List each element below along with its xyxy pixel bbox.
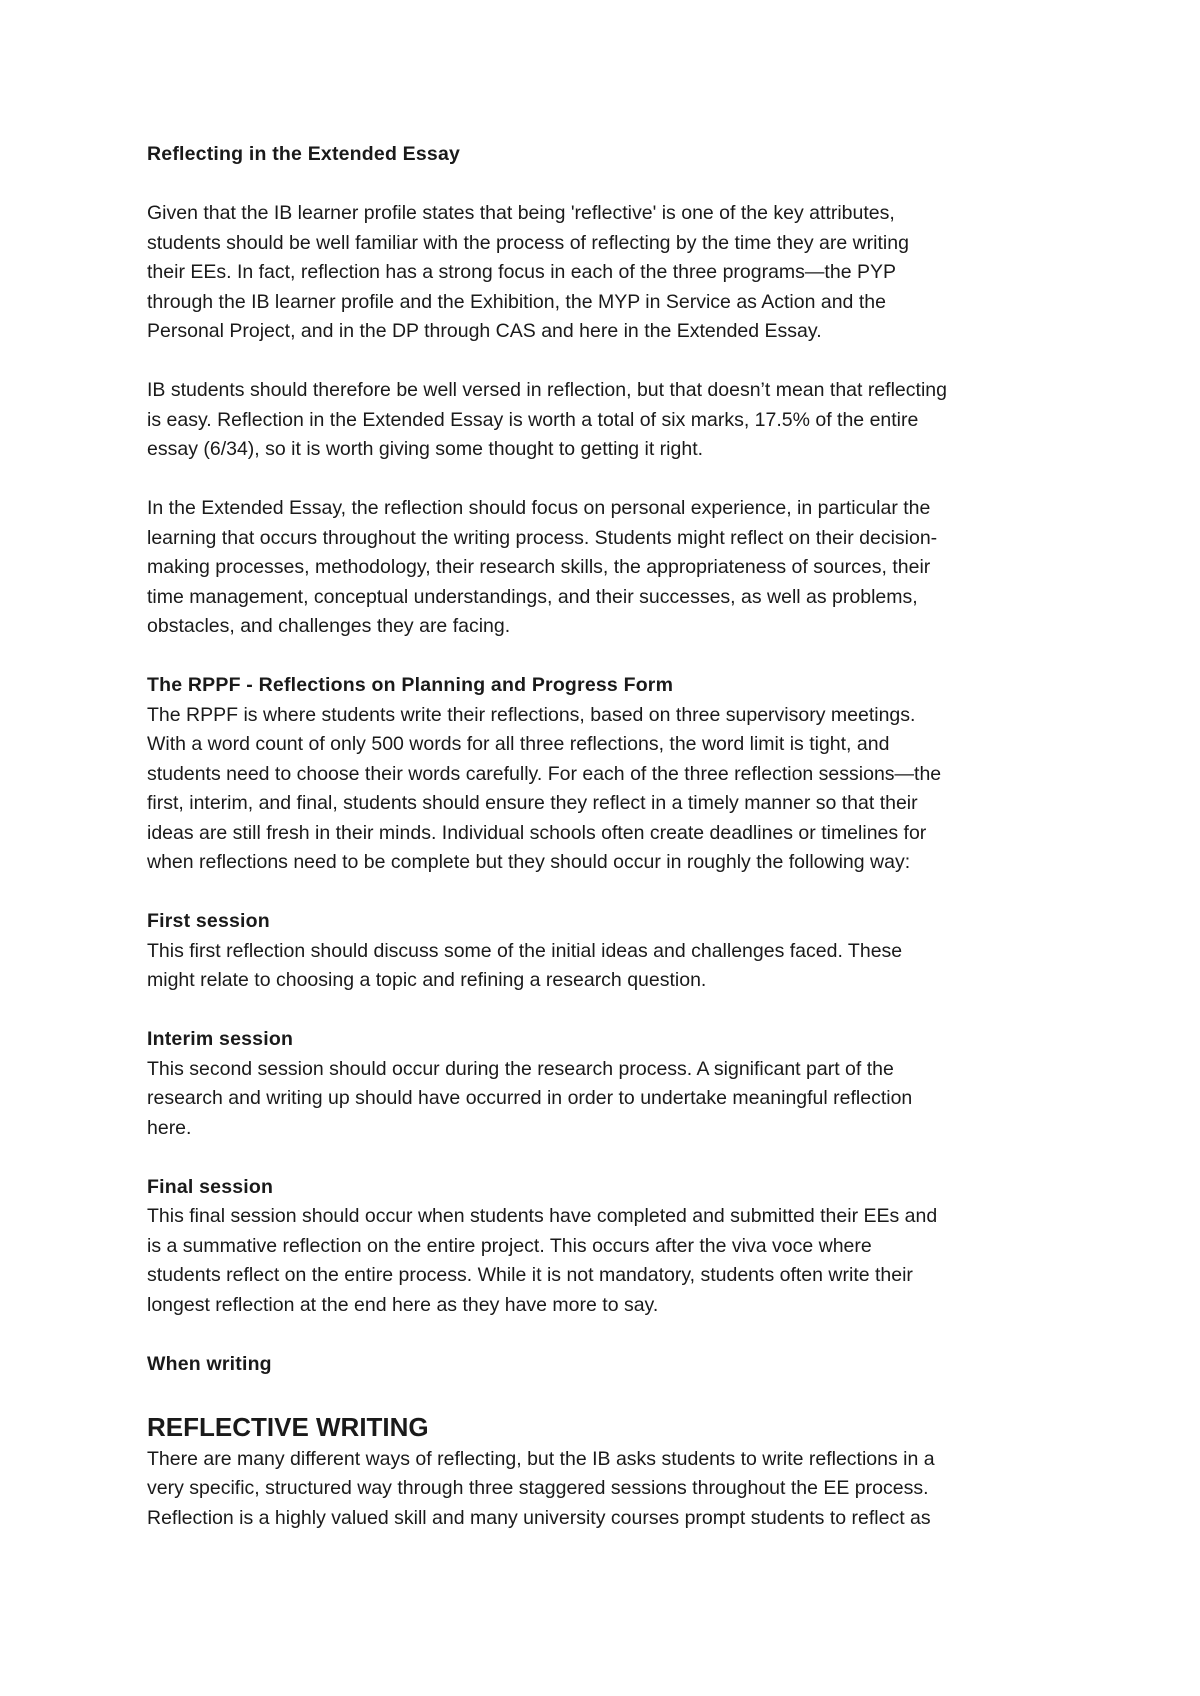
first-session-body: This first reflection should discuss some of the initial ideas and challenges faced. These might relate to choosing a topic and refining a research question. [147, 939, 903, 991]
document-page [147, 140, 1077, 1533]
intro-paragraph-2: IB students should therefore be well versed in reflection, but that doesn’t mean that reflecting is easy. Reflection in the Extended Essay is worth a total of six marks, 17.5% of the entire essay (6/34), so it is worth giving some thought to getting it right. [147, 379, 947, 460]
first-session-heading: First session [147, 910, 270, 932]
interim-session-heading: Interim session [147, 1028, 294, 1050]
spacer [147, 1143, 1077, 1173]
when-writing-heading: When writing [147, 1352, 272, 1375]
spacer [147, 878, 1077, 908]
spacer [147, 642, 1077, 672]
rppf-body: The RPPF is where students write their reflections, based on three supervisory meetings. With a word count of only 500 words for all three reflections, the word limit is tight, and students need to choose their words carefully. For each of the three reflection sessions—the first, interim, and final, students should ensure they reflect in a timely manner so that their ideas are still fresh in their minds. Individual schools often create deadlines or timelines for when reflections need to be complete but they should occur in roughly the following way: [147, 703, 942, 873]
spacer [147, 996, 1077, 1026]
intro-paragraph-3: In the Extended Essay, the reflection should focus on personal experience, in particular the learning that occurs throughout the writing process. Students might reflect on their decision- making processes, methodology, their research skills, the appropriateness of sources, their time management, conceptual understandings, and their successes, as well as problems, obstacles, and challenges they are facing. [147, 497, 938, 637]
spacer [147, 170, 1077, 200]
rppf-heading: The RPPF - Reflections on Planning and Progress Form [147, 674, 674, 696]
final-session-heading: Final session [147, 1175, 274, 1198]
document-title: Reflecting in the Extended Essay [147, 143, 461, 165]
reflective-writing-heading: REFLECTIVE WRITING [147, 1411, 429, 1442]
interim-session-body: This second session should occur during the research process. A significant part of the research and writing up should have occurred in order to undertake meaningful reflection here. [147, 1057, 913, 1139]
spacer [147, 1379, 1077, 1409]
final-session-body: This final session should occur when students have completed and submitted their EEs and is a summative reflection on the entire project. This occurs after the viva voce where students reflect on the entire process. While it is not mandatory, students often write their longest reflection at the end here as they have more to say. [147, 1205, 938, 1316]
spacer [147, 347, 1077, 377]
intro-paragraph-1: Given that the IB learner profile states that being 'reflective' is one of the key attributes, students should be well familiar with the process of reflecting by the time they are writing their EEs. In fact, reflection has a strong focus in each of the three programs—the PYP through the IB learner profile and the Exhibition, the MYP in Service as Action and the Personal Project, and in the DP through CAS and here in the Extended Essay. [147, 202, 909, 342]
reflective-writing-body: There are many different ways of reflecting, but the IB asks students to write reflections in a very specific, structured way through three staggered sessions throughout the EE process. Reflection is a highly valued skill and many university courses prompt students to reflect as [147, 1447, 935, 1529]
spacer [147, 465, 1077, 495]
spacer [147, 1320, 1077, 1350]
